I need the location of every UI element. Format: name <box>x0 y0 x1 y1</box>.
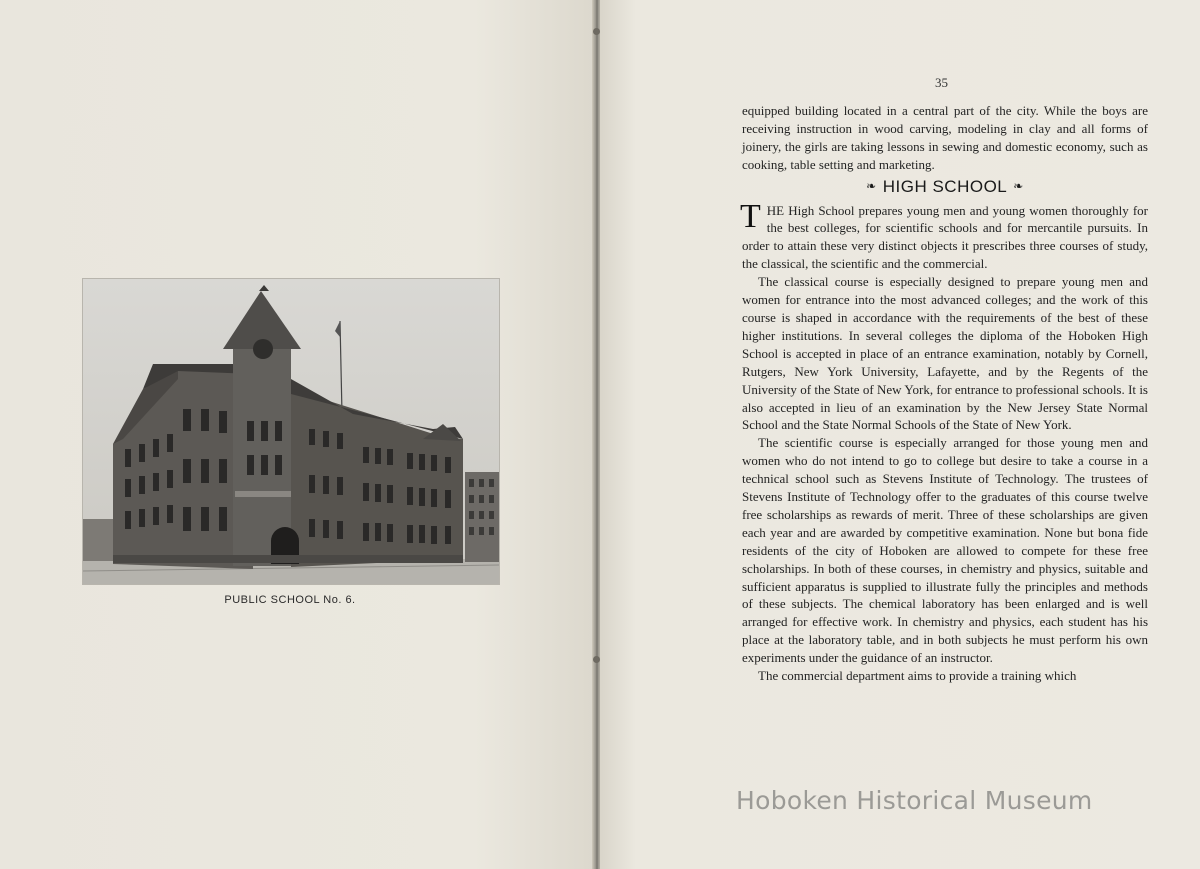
scientific-course-paragraph: The scientific course is especially arranged for those young men and women who do not intend to go to college but desire to take a course in a technical school such as Stevens Institute of Technology. The trustees of Stevens Institute of Technology offer to the graduates of this course twelve free scholarships as rewards of merit. Three of these scholarships are given each year and are awarded by competitive examination. None but bona fide residents of the city of Hoboken are allowed to compete for these free scholarships. In both of these courses, in chemistry and physics, suitable and sufficient apparatus is supplied to illustrate fully the principles and methods of these subjects. The chemical laboratory has been enlarged and is well arranged for effective work. In chemistry and physics, each student has his place at the laboratory table, and in both subjects he must perform his own experiments under the guidance of an instructor. <box>742 435 1148 666</box>
heading-text: HIGH SCHOOL <box>882 176 1008 196</box>
photo-caption: PUBLIC SCHOOL No. 6. <box>224 594 356 606</box>
intro-paragraph: equipped building located in a central part of the city. While the boys are receiving instruction in wood carving, modeling in clay and all forms of joinery, the girls are taking lessons in sewing and domestic economy, such as cooking, table setting and marketing. <box>742 103 1148 172</box>
section-heading <box>742 178 1148 196</box>
first-paragraph <box>740 197 1148 274</box>
text-column <box>742 102 1148 685</box>
left-page <box>0 0 594 869</box>
school-building-illustration <box>83 279 499 584</box>
drop-cap: T <box>740 197 761 235</box>
page-number: 35 <box>935 75 948 90</box>
binding-stitch <box>593 656 600 663</box>
school-building-photo <box>82 278 500 585</box>
ornament-icon: ❧ <box>866 178 877 193</box>
museum-watermark: Hoboken Historical Museum <box>736 786 1093 815</box>
first-paragraph-text: HE High School prepares young men and young women thoroughly for the best colleges, for scientific schools and for mercantile pursuits. In order to attain these very distinct objects it prescribes three courses of study, the classical, the scientific and the commercial. <box>742 202 1148 272</box>
ornament-icon: ❧ <box>1013 178 1024 193</box>
commercial-course-paragraph: The commercial department aims to provide a training which <box>758 668 1077 684</box>
binding-stitch <box>593 28 600 35</box>
classical-course-paragraph: The classical course is especially designed to prepare young men and women for entrance into the most advanced colleges; and the work of this course is shaped in accordance with the requirements of the best of these higher institutions. In several colleges the diploma of the Hoboken High School is accepted in place of an entrance examination, notably by Cornell, Rutgers, New York University, Lafayette, and by the Regents of the University of the State of New York, for entrance to professional schools. It is also accepted in lieu of an examination by the New Jersey State Normal School and the State Normal Schools of the State of New York. <box>742 274 1148 433</box>
